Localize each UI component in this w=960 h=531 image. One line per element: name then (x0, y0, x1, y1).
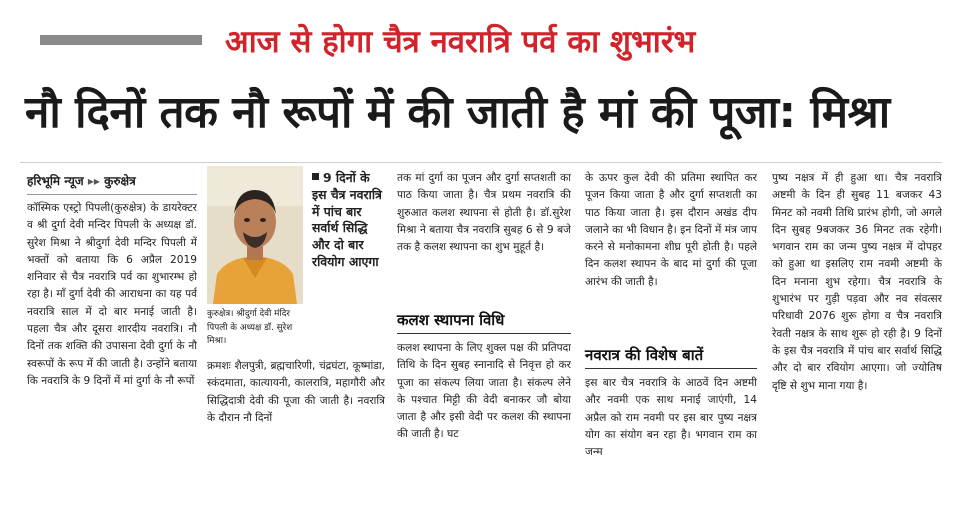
headline-divider (20, 162, 942, 163)
article-column-5: पुष्य नक्षत्र में ही हुआ था। चैत्र नवरात्रि अष्टमी के दिन ही सुबह 11 बजकर 43 मिनट को नवमी तिथि प्रारंभ होगी, जो अगले दिन सुबह 9बजकर 36 मिनट तक रहेगी। भगवान राम का जन्म पुष्य नक्षत्र में दोपहर को हुआ था इसलिए राम नवमी अष्टमी के दिन मनाना शुभ रहेगा। चैत्र नवरात्रि के शुभारंभ पर गुड़ी पड़वा और नव संवत्सर परिधावी 2076 शुरू होगा व चैत्र नवरात्रि रेवती नक्षत्र के साथ शुरू हो रही है। 9 दिनों के इस चैत्र नवरात्रि में पांच बार सर्वार्थ सिद्धि और दो बार रवियोग आएगा। जो ज्योतिष दृष्टि से शुभ माना गया है। (772, 172, 942, 392)
person-portrait-icon (207, 166, 303, 304)
subhead-kalash: कलश स्थापना विधि (397, 311, 505, 329)
article-column-2-bottom: क्रमशः शैलपुत्री, ब्रह्मचारिणी, चंद्रघंटा, कूष्मांडा, स्कंदमाता, कात्यायनी, कालरात्रि, महागौरी और सिद्धिदात्री देवी की पूजा की जाती है। नवरात्रि के दौरान नौ दिनों (207, 360, 385, 424)
kicker-rule-bar (40, 35, 202, 45)
highlight-text: 9 दिनों के इस चैत्र नवरात्रि में पांच बार सर्वार्थ सिद्धि और दो बार रवियोग आएगा (312, 170, 382, 269)
highlight-box (312, 170, 388, 350)
byline (27, 170, 197, 192)
subhead-navratra-rule (585, 368, 757, 369)
article-column-3-top: तक मां दुर्गा का पूजन और दुर्गा सप्तशती का पाठ किया जाता है। चैत्र प्रथम नवरात्रि की शुरुआत कलश स्थापना से होती है। डॉ.सुरेश मिश्रा ने बताया चैत्र नवरात्रि सुबह 6 से 9 बजे तक है कलश स्थापना का शुभ मुहूर्त है। (397, 172, 571, 254)
byline-divider (27, 194, 197, 195)
kicker-heading: आज से होगा चैत्र नवरात्रि पर्व का शुभारंभ (225, 24, 696, 60)
portrait-photo (207, 166, 303, 304)
subhead-kalash-rule (397, 333, 571, 334)
headline: नौ दिनों तक नौ रूपों में की जाती है मां की पूजा: मिश्रा (25, 87, 890, 138)
article-column-4-bottom: इस बार चैत्र नवरात्रि के आठवें दिन अष्टमी और नवमी एक साथ मनाई जाएंगी, 14 अप्रैल को राम नवमी पर इस बार पुष्य नक्षत्र योग का संयोग बन रहा है। भगवान राम का जन्म (585, 377, 757, 459)
photo-caption: कुरुक्षेत्र। श्रीदुर्गा देवी मंदिर पिपली के अध्यक्ष डॉ. सुरेश मिश्रा। (207, 309, 293, 346)
byline-arrows-icon: ▸▸ (87, 174, 100, 188)
bullet-square-icon (312, 173, 319, 180)
article-column-4-top: के ऊपर कुल देवी की प्रतिमा स्थापित कर पूजन किया जाता है और दुर्गा सप्तशती का पाठ किया जाता है। इस दौरान अखंड दीप जलाने का भी विधान है। इन दिनों में मंत्र जाप करने से मनोकामना शीघ्र पूरी होती है। पहले दिन कलश स्थापन के बाद मां दुर्गा की पूजा आरंभ की जाती है। (585, 172, 757, 288)
byline-place: कुरुक्षेत्र (104, 174, 136, 188)
byline-source: हरिभूमि न्यूज (27, 174, 84, 188)
article-column-3-bottom: कलश स्थापना के लिए शुक्ल पक्ष की प्रतिपदा तिथि के दिन सुबह स्नानादि से निवृत्त हो कर पूजा का संकल्प लिया जाता है। संकल्प लेने के पश्चात मिट्टी की वेदी बनाकर जौ बोया जाता है और इसी वेदी पर कलश की स्थापना की जाती है। घट (397, 342, 571, 441)
subhead-navratra: नवरात्र की विशेष बातें (585, 346, 704, 364)
article-column-1: कॉस्मिक एस्ट्रो पिपली(कुरुक्षेत्र) के डायरेक्टर व श्री दुर्गा देवी मन्दिर पिपली के अध्यक्ष डॉ. सुरेश मिश्रा ने श्रीदुर्गा देवी मन्दिर पिपली में भक्तों को बताया कि 6 अप्रैल 2019 शनिवार से चैत्र नवरात्रि पर्व का शुभारम्भ हो रहा है। माँ दुर्गा देवी की आराधना का यह पर्व नवरात्रि साल में दो बार मनाई जाती है। पहला चैत्र और दूसरा शारदीय नवरात्रि। नौ दिनों तक शक्ति की उपासना देवी दुर्गा के नौ स्वरूपों के रूप में की जाती है। उन्होंने बताया कि नवरात्रि के 9 दिनों में मां दुर्गा के नौ रूपों (27, 202, 197, 387)
